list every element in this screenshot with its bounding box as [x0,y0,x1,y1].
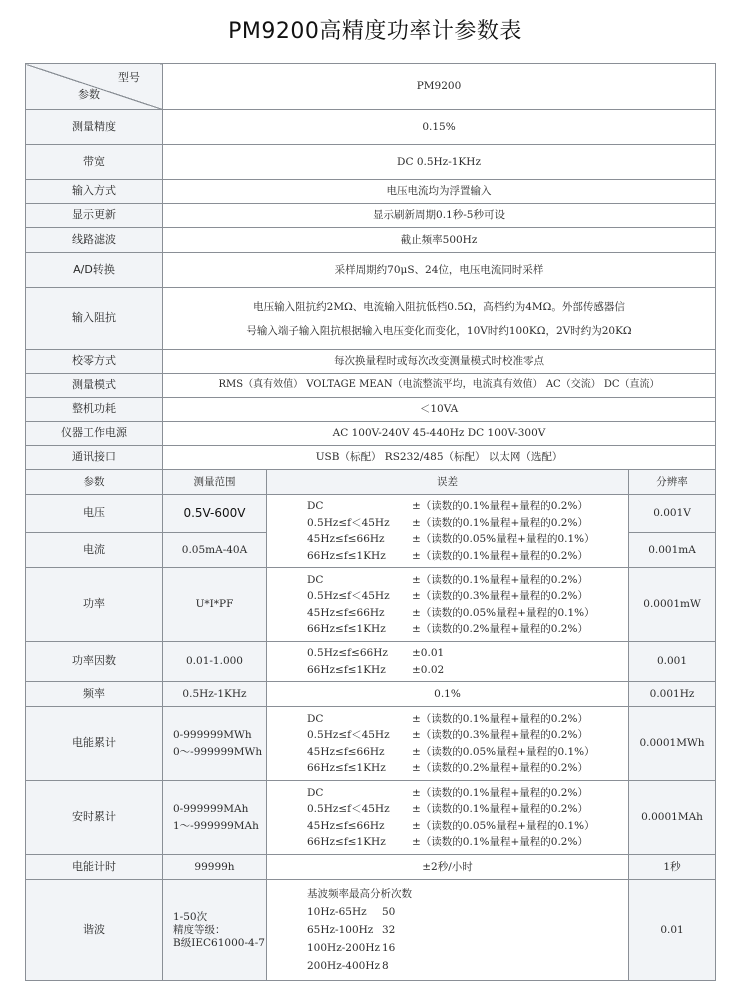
harmonic-resolution: 0.01 [629,880,716,981]
vi-error-cell [267,495,629,568]
row-value: 每次换量程时或每次改变测量模式时校准零点 [163,350,716,374]
row-zero [26,350,716,374]
row-value: 截止频率500Hz [163,228,716,253]
row-harmonic [26,880,716,981]
row-frequency [26,682,716,707]
spec-table [25,63,716,981]
row-impedance [26,288,716,350]
ah-error-cell [267,781,629,855]
error-line: 66Hz≤f≤1KHz ±0.02 [307,663,445,676]
row-value: 0.15% [163,110,716,145]
harmonic-line: 100Hz-200Hz 16 [307,942,396,954]
pf-error-cell [267,642,629,682]
harmonic-heading: 基波频率最高分析次数 [307,888,412,900]
row-label: 通讯接口 [26,446,163,470]
timer-range: 99999h [163,855,267,880]
row-accuracy [26,110,716,145]
row-filter [26,228,716,253]
row-bandwidth [26,145,716,180]
error-line: 66Hz≤f≤1KHz ±（读数的0.1%量程+量程的0.2%） [307,836,588,848]
power-range: U*I*PF [163,568,267,642]
row-label: 电流 [26,533,163,568]
error-line: 0.5Hz≤f＜45Hz ±（读数的0.3%量程+量程的0.2%） [307,590,588,602]
row-ad [26,253,716,288]
param-label: 参数 [78,87,100,101]
row-pf [26,642,716,682]
row-input-mode [26,180,716,204]
row-label: 电能计时 [26,855,163,880]
row-label: 电能累计 [26,707,163,781]
row-value: 显示刷新周期0.1秒-5秒可设 [163,204,716,228]
error-line: 45Hz≤f≤66Hz ±（读数的0.05%量程+量程的0.1%） [307,819,595,832]
row-voltage [26,495,716,533]
row-value: DC 0.5Hz-1KHz [163,145,716,180]
col-error: 误差 [267,470,629,495]
header-diagonal-cell [26,64,163,110]
energy-resolution: 0.0001MWh [629,707,716,781]
row-timer [26,855,716,880]
error-line: DC ±（读数的0.1%量程+量程的0.2%） [307,712,588,725]
impedance-line-2: 号输入端子输入阻抗根据输入电压变化而变化，10V时约100KΩ，2V时约为20KΩ [246,324,632,337]
row-ah [26,781,716,855]
row-power-consumption [26,398,716,422]
row-value: USB（标配） RS232/485（标配） 以太网（选配） [163,446,716,470]
freq-error: 0.1% [267,682,629,707]
model-label: 型号 [118,71,140,84]
row-label: 安时累计 [26,781,163,855]
impedance-line-1: 电压输入阻抗约2MΩ、电流输入阻抗低档0.5Ω，高档约为4MΩ。外部传感器信 [253,300,625,313]
row-label: 仪器工作电源 [26,422,163,446]
energy-error-cell [267,707,629,781]
row-value: 采样周期约70μS、24位，电压电流同时采样 [163,253,716,288]
error-line: 45Hz≤f≤66Hz ±（读数的0.05%量程+量程的0.1%） [307,606,595,619]
row-value: AC 100V-240V 45-440Hz DC 100V-300V [163,422,716,446]
row-label: 线路滤波 [26,228,163,253]
error-line: DC ±（读数的0.1%量程+量程的0.2%） [307,500,588,512]
ah-range: 0-999999MAh 1～-999999MAh [163,781,267,855]
error-line: DC ±（读数的0.1%量程+量程的0.2%） [307,786,588,799]
row-label: 功率因数 [26,642,163,682]
row-energy [26,707,716,781]
harmonic-line: 10Hz-65Hz 50 [307,906,396,918]
voltage-range: 0.5V-600V [163,495,267,533]
error-line: 0.5Hz≤f＜45Hz ±（读数的0.1%量程+量程的0.2%） [307,803,588,815]
row-label: 整机功耗 [26,398,163,422]
pf-range: 0.01-1.000 [163,642,267,682]
ah-resolution: 0.0001MAh [629,781,716,855]
harmonic-line: 65Hz-100Hz 32 [307,924,396,936]
row-measure-mode [26,374,716,398]
row-label: 频率 [26,682,163,707]
col-range: 测量范围 [163,470,267,495]
timer-error: ±2秒/小时 [267,855,629,880]
row-display-update [26,204,716,228]
row-label: 测量精度 [26,110,163,145]
row-value: RMS（真有效值） VOLTAGE MEAN（电流整流平均，电流真有效值） AC（交流） DC（直流） [163,374,716,398]
harmonic-line: 200Hz-400Hz 8 [307,960,389,972]
row-label: 显示更新 [26,204,163,228]
row-power-supply [26,422,716,446]
row-label: A/D转换 [26,253,163,288]
harmonic-error-cell [267,880,629,981]
column-header-row [26,470,716,495]
freq-resolution: 0.001Hz [629,682,716,707]
row-label: 输入方式 [26,180,163,204]
row-value: 电压电流均为浮置输入 [163,180,716,204]
voltage-resolution: 0.001V [629,495,716,533]
row-power [26,568,716,642]
page-title: PM9200高精度功率计参数表 [228,19,522,44]
row-interface [26,446,716,470]
col-resolution: 分辨率 [629,470,716,495]
error-line: 66Hz≤f≤1KHz ±（读数的0.1%量程+量程的0.2%） [307,549,588,562]
power-resolution: 0.0001mW [629,568,716,642]
row-label: 校零方式 [26,350,163,374]
energy-range: 0-999999MWh 0～-999999MWh [163,707,267,781]
error-line: 0.5Hz≤f＜45Hz ±（读数的0.3%量程+量程的0.2%） [307,729,588,741]
header-row [26,64,716,110]
model-value: PM9200 [163,64,716,110]
freq-range: 0.5Hz-1KHz [163,682,267,707]
row-value: ＜10VA [163,398,716,422]
row-label: 测量模式 [26,374,163,398]
col-param: 参数 [26,470,163,495]
harmonic-range: 1-50次 精度等级： B级IEC61000-4-7 [163,880,267,981]
error-line: 66Hz≤f≤1KHz ±（读数的0.2%量程+量程的0.2%） [307,623,588,635]
row-label: 谐波 [26,880,163,981]
error-line: 0.5Hz≤f＜45Hz ±（读数的0.1%量程+量程的0.2%） [307,516,588,529]
error-line: DC ±（读数的0.1%量程+量程的0.2%） [307,573,588,586]
pf-resolution: 0.001 [629,642,716,682]
error-line: 45Hz≤f≤66Hz ±（读数的0.05%量程+量程的0.1%） [307,533,595,545]
current-resolution: 0.001mA [629,533,716,568]
error-line: 45Hz≤f≤66Hz ±（读数的0.05%量程+量程的0.1%） [307,745,595,758]
row-label: 输入阻抗 [26,288,163,350]
error-line: 66Hz≤f≤1KHz ±（读数的0.2%量程+量程的0.2%） [307,762,588,774]
power-error-cell [267,568,629,642]
current-range: 0.05mA-40A [163,533,267,568]
error-line: 0.5Hz≤f≤66Hz ±0.01 [307,647,445,659]
row-label: 电压 [26,495,163,533]
row-label: 功率 [26,568,163,642]
row-value [163,288,716,350]
row-label: 带宽 [26,145,163,180]
timer-resolution: 1秒 [629,855,716,880]
